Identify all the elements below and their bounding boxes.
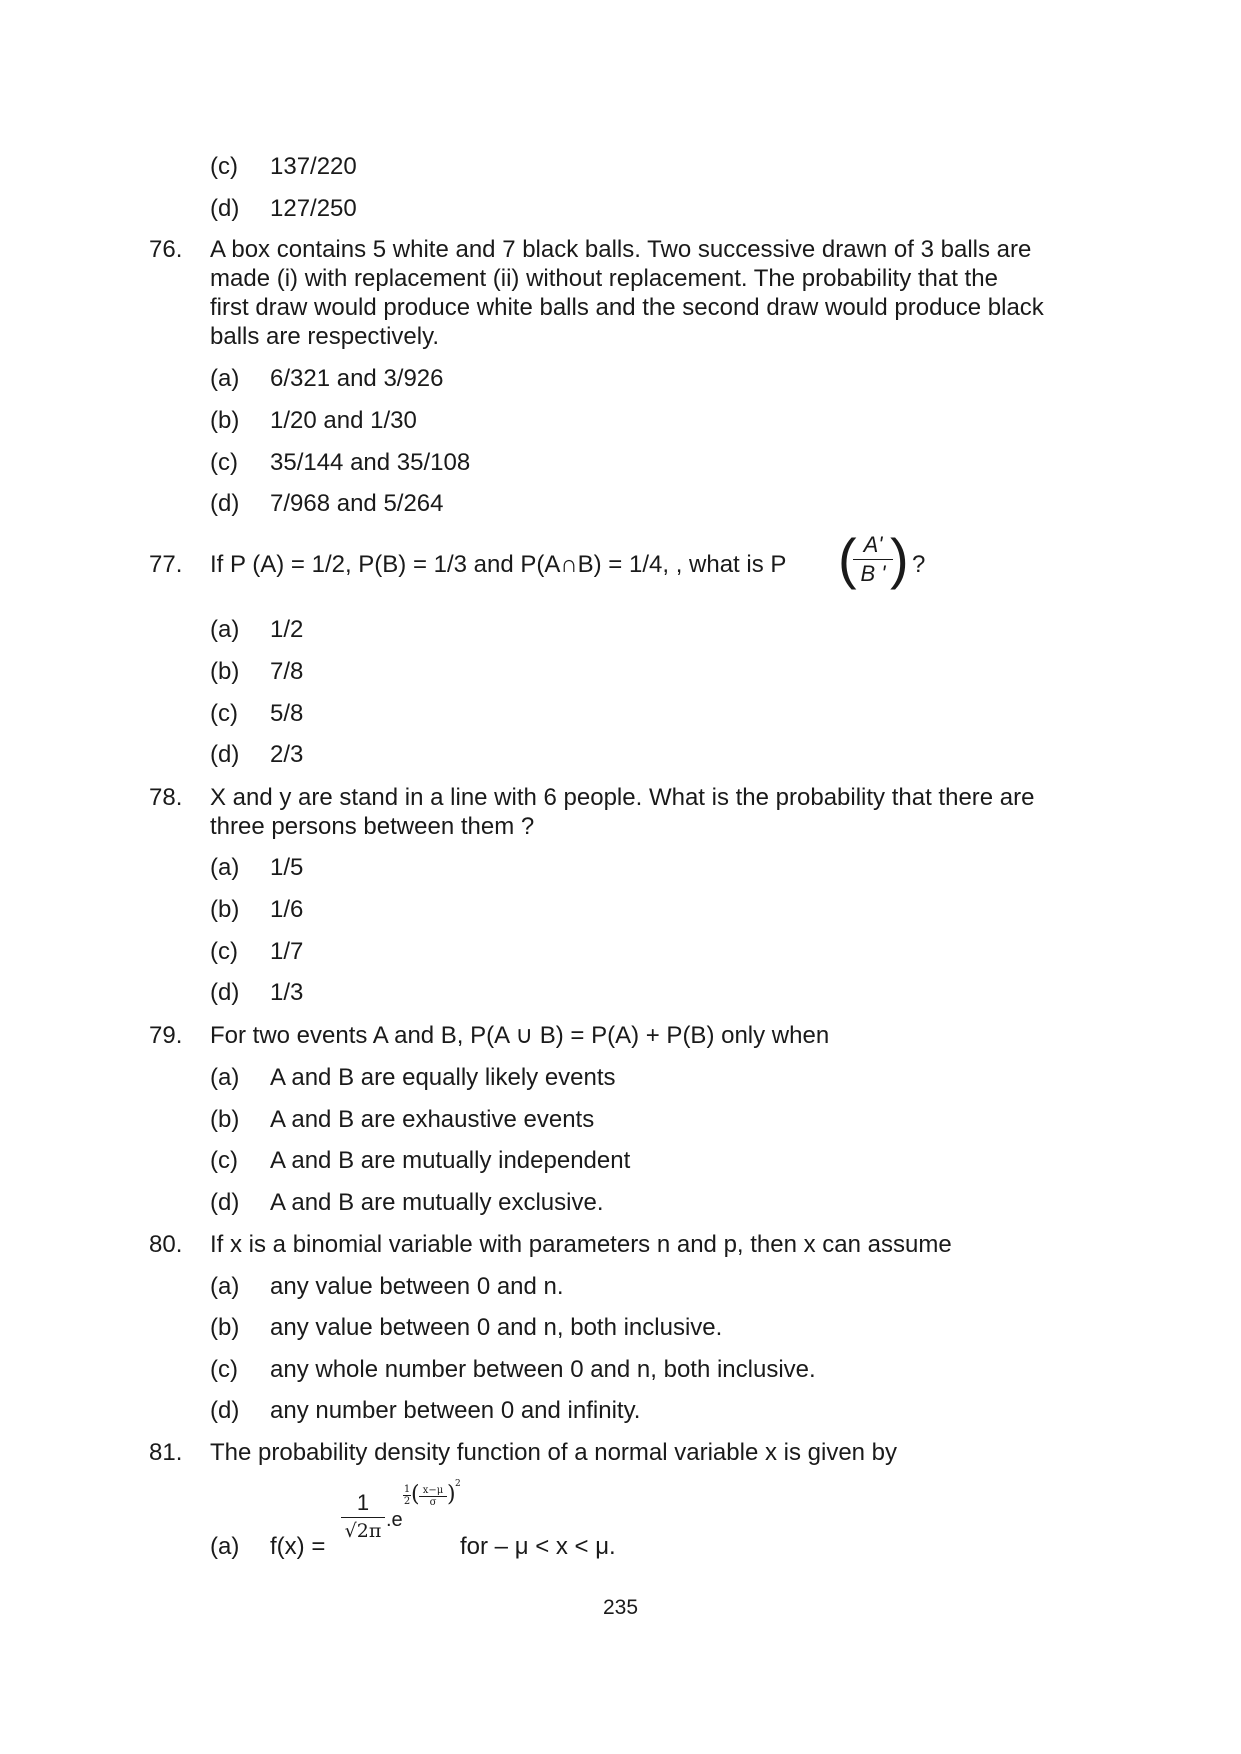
option-text: A and B are exhaustive events [270, 1106, 595, 1133]
fraction-denominator: B ' [860, 561, 886, 586]
question-number: 81. [149, 1439, 183, 1466]
question-number: 78. [149, 784, 183, 811]
option-letter: (b) [210, 407, 240, 434]
option-text: 1/7 [270, 938, 304, 965]
option-text: any whole number between 0 and n, both inclusive. [270, 1356, 816, 1383]
option-letter: (d) [210, 490, 240, 517]
option-letter: (a) [210, 1064, 240, 1091]
option-letter: (a) [210, 616, 240, 643]
question-number: 79. [149, 1022, 183, 1049]
option-text: any value between 0 and n, both inclusive. [270, 1314, 723, 1341]
exponent-inner-numerator: x−μ [422, 1485, 444, 1496]
option-text: A and B are mutually exclusive. [270, 1189, 604, 1216]
option-letter: (a) [210, 365, 240, 392]
option-text: 137/220 [270, 153, 357, 180]
question-text: If P (A) = 1/2, P(B) = 1/3 and P(A∩B) = 1/4, , what is P [210, 551, 787, 578]
option-text: 1/20 and 1/30 [270, 407, 417, 434]
option-letter: (b) [210, 1106, 240, 1133]
option-letter: (d) [210, 979, 240, 1006]
exponent-inner-denominator: σ [429, 1497, 437, 1508]
exponent-left-paren: ( [411, 1482, 420, 1507]
question-text: The probability density function of a normal variable x is given by [210, 1439, 898, 1466]
exponent-half-denominator: 2 [403, 1496, 411, 1507]
option-letter: (c) [210, 1147, 238, 1174]
exponent-right-paren: ) [447, 1482, 456, 1507]
question-text-line: first draw would produce white balls and the second draw would produce black [210, 294, 1044, 321]
question-text-line: X and y are stand in a line with 6 people. What is the probability that there are [210, 784, 1035, 811]
coefficient-denominator: √2π [344, 1520, 382, 1542]
formula-domain: for – μ < x < μ. [460, 1533, 616, 1560]
question-text-line: A box contains 5 white and 7 black balls. Two successive drawn of 3 balls are [210, 236, 1032, 263]
exponent-inner-fraction [419, 1485, 447, 1508]
question-end-mark: ? [912, 551, 926, 578]
option-letter: (c) [210, 700, 238, 727]
exponent-power: 2 [455, 1479, 461, 1489]
question-text-line: balls are respectively. [210, 323, 439, 350]
question-number: 76. [149, 236, 183, 263]
option-text: 2/3 [270, 741, 304, 768]
option-letter: (a) [210, 1533, 240, 1560]
option-text: A and B are mutually independent [270, 1147, 631, 1174]
option-letter: (d) [210, 1189, 240, 1216]
option-text: 5/8 [270, 700, 304, 727]
option-text: 127/250 [270, 195, 357, 222]
exponent-half-numerator: 1 [403, 1484, 411, 1495]
exponent-half-fraction [403, 1484, 411, 1507]
fraction-bar [853, 559, 893, 560]
exponential-base: .e [386, 1509, 403, 1531]
option-text: A and B are equally likely events [270, 1064, 616, 1091]
option-letter: (c) [210, 153, 238, 180]
question-text-line: made (i) with replacement (ii) without replacement. The probability that the [210, 265, 998, 292]
option-letter: (d) [210, 741, 240, 768]
fraction [853, 532, 893, 587]
option-text: 7/8 [270, 658, 304, 685]
coefficient-fraction [341, 1490, 385, 1543]
option-letter: (d) [210, 1397, 240, 1424]
fraction-numerator: A' [863, 532, 883, 557]
page-number: 235 [602, 1596, 639, 1619]
option-letter: (b) [210, 1314, 240, 1341]
option-letter: (b) [210, 896, 240, 923]
option-text: 6/321 and 3/926 [270, 365, 444, 392]
option-letter: (c) [210, 449, 238, 476]
option-letter: (c) [210, 938, 238, 965]
coefficient-numerator: 1 [356, 1490, 370, 1515]
option-letter: (b) [210, 658, 240, 685]
question-text: If x is a binomial variable with parameters n and p, then x can assume [210, 1231, 952, 1258]
question-text: For two events A and B, P(A ∪ B) = P(A) + P(B) only when [210, 1022, 830, 1049]
question-text-line: three persons between them ? [210, 813, 535, 840]
option-letter: (d) [210, 195, 240, 222]
option-text: 7/968 and 5/264 [270, 490, 444, 517]
option-text: 1/2 [270, 616, 304, 643]
option-letter: (a) [210, 1273, 240, 1300]
option-text: 1/3 [270, 979, 304, 1006]
question-number: 80. [149, 1231, 183, 1258]
right-paren: ) [890, 527, 909, 590]
option-text: any number between 0 and infinity. [270, 1397, 641, 1424]
option-text: any value between 0 and n. [270, 1273, 564, 1300]
option-letter: (c) [210, 1356, 238, 1383]
option-letter: (a) [210, 854, 240, 881]
formula-lhs: f(x) = [270, 1533, 326, 1560]
left-paren: ( [838, 527, 857, 590]
question-number: 77. [149, 551, 183, 578]
option-text: 1/6 [270, 896, 304, 923]
fraction-bar [341, 1517, 385, 1518]
option-text: 35/144 and 35/108 [270, 449, 471, 476]
option-text: 1/5 [270, 854, 304, 881]
